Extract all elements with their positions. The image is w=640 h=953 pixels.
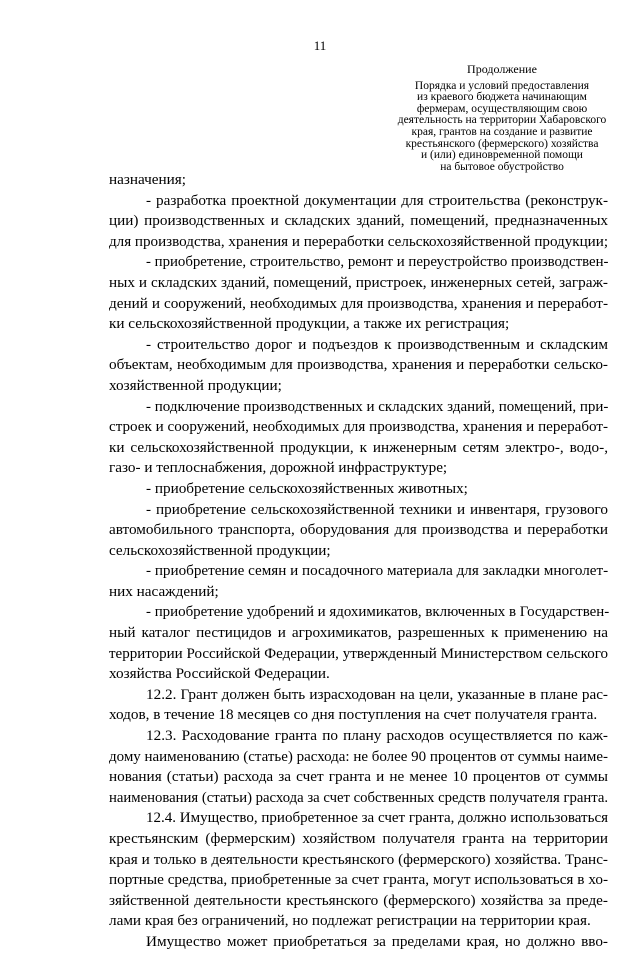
body-line: 12.4. Имущество, приобретенное за счет гранта, должно использоваться bbox=[146, 810, 608, 827]
body-line: нования (статьи) расхода за счет гранта и не менее 10 процентов от суммы bbox=[109, 768, 608, 786]
body-line: зяйственной деятельности крестьянского (фермерского) хозяйства за преде- bbox=[109, 891, 608, 909]
body-line: - приобретение удобрений и ядохимикатов, включенных в Государствен- bbox=[146, 604, 610, 621]
body-line: - приобретение сельскохозяйственной техники и инвентаря, грузового bbox=[146, 500, 608, 518]
body-line: них насаждений; bbox=[109, 582, 219, 600]
body-line: ных и складских зданий, помещений, пристроек, инженерных сетей, заграж- bbox=[109, 273, 608, 291]
body-line: хозяйственной продукции; bbox=[109, 376, 282, 394]
body-line: - строительство дорог и подъездов к производственным и складским bbox=[146, 335, 608, 353]
header-block bbox=[395, 64, 609, 173]
body-line: территории Российской Федерации, утвержденный Министерством сельского bbox=[109, 645, 608, 662]
header-line: из краевого бюджета начинающим bbox=[417, 91, 587, 104]
body-line: - подключение производственных и складских зданий, помещений, при- bbox=[146, 398, 609, 415]
body-line: ходов, в течение 18 месяцев со дня поступления на счет получателя гранта. bbox=[109, 706, 598, 724]
body-line: ки сельскохозяйственной продукции, к инженерным сетям электро-, водо-, bbox=[109, 438, 608, 456]
header-line: на бытовое обустройство bbox=[440, 160, 564, 173]
body-line: наименования (статьи) расхода за счет собственных средств получателя гранта. bbox=[109, 789, 609, 806]
header-line: деятельность на территории Хабаровского bbox=[397, 114, 607, 127]
body-text bbox=[109, 170, 608, 953]
body-line: дений и сооружений, необходимых для производства, хранения и переработ- bbox=[109, 294, 608, 312]
body-line: - разработка проектной документации для строительства (реконструк- bbox=[146, 191, 608, 209]
body-line: ный каталог пестицидов и агрохимикатов, разрешенных к применению на bbox=[109, 624, 608, 642]
body-line: объектам, необходимым для производства, хранения и переработки сельско- bbox=[109, 356, 608, 374]
body-line: лами края без ограничений, но подлежат регистрации на территории края. bbox=[109, 912, 591, 930]
body-line: сельскохозяйственной продукции; bbox=[109, 541, 331, 559]
body-line: Имущество может приобретаться за пределами края, но должно вво- bbox=[146, 932, 608, 950]
body-line: ции) производственных и складских зданий, помещений, предназначенных bbox=[109, 212, 608, 230]
body-line: 12.2. Грант должен быть израсходован на цели, указанные в плане рас- bbox=[146, 685, 608, 703]
body-line: назначения; bbox=[109, 171, 186, 188]
body-line: - приобретение семян и посадочного материала для закладки многолет- bbox=[146, 563, 609, 580]
body-line: строек и сооружений, необходимых для производства, хранения и переработ- bbox=[109, 419, 608, 436]
body-line: автомобильного транспорта, оборудования для производства и переработки bbox=[109, 521, 608, 539]
body-line: - приобретение, строительство, ремонт и переустройство производствен- bbox=[146, 254, 609, 271]
header-line: Порядка и условий предоставления bbox=[414, 79, 590, 92]
body-line: края и только в деятельности крестьянского (фермерского) хозяйства. Транс- bbox=[109, 850, 608, 868]
body-line: портные средства, приобретенные за счет гранта, могут использоваться в хо- bbox=[109, 871, 608, 889]
body-line: - приобретение сельскохозяйственных животных; bbox=[146, 479, 468, 497]
body-line: хозяйства Российской Федерации. bbox=[109, 665, 330, 683]
header-line: края, грантов на создание и развитие bbox=[411, 125, 593, 138]
body-line: дому наименованию (статье) расхода: не более 90 процентов от суммы наиме- bbox=[109, 748, 608, 765]
body-line: для производства, хранения и переработки сельскохозяйственной продукции; bbox=[109, 233, 609, 250]
page-number: 11 bbox=[313, 38, 327, 53]
header-line: и (или) единовременной помощи bbox=[421, 149, 583, 162]
body-line: 12.3. Расходование гранта по плану расходов осуществляется по каж- bbox=[146, 727, 608, 745]
header-line: крестьянского (фермерского) хозяйства bbox=[405, 137, 599, 150]
body-line: крестьянским (фермерским) хозяйством получателя гранта на территории bbox=[109, 830, 608, 847]
body-line: ки сельскохозяйственной продукции, а также их регистрация; bbox=[109, 315, 510, 333]
header-continuation: Продолжение bbox=[467, 62, 537, 76]
header-line: фермерам, осуществляющим свою bbox=[416, 102, 588, 115]
body-line: газо- и теплоснабжения, дорожной инфраструктуре; bbox=[109, 459, 448, 477]
